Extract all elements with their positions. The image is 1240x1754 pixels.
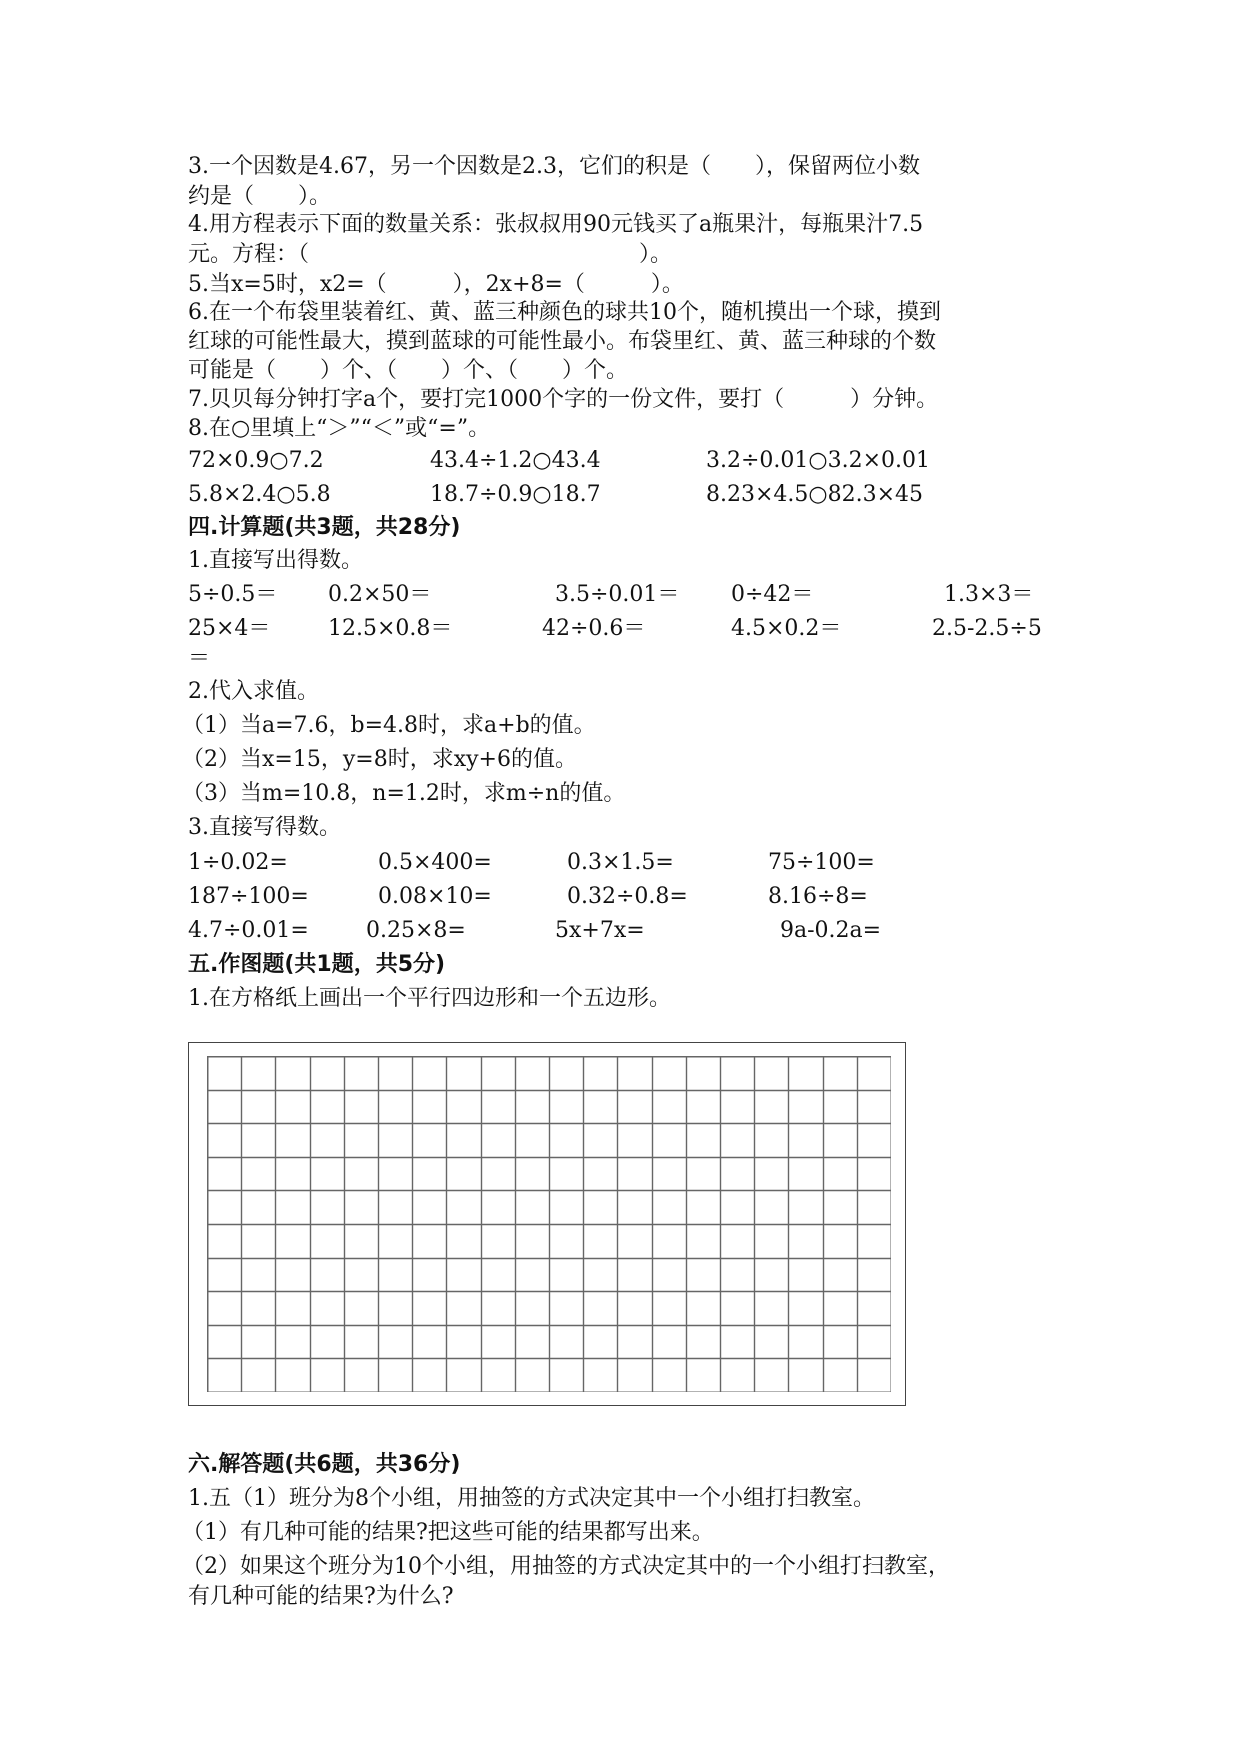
calc-item: 42÷0.6＝ (542, 616, 646, 641)
question-3-line-2: 约是（ ）。 (188, 184, 332, 209)
compare-item: 72×0.9○7.2 (188, 448, 324, 473)
calc-item-wrap: ＝ (188, 646, 211, 671)
calc-item: 4.5×0.2＝ (731, 616, 842, 641)
question-4-line-2: 元。方程：（ ）。 (188, 242, 673, 267)
calc-item: 5÷0.5＝ (188, 582, 278, 607)
question-3-line-1: 3.一个因数是4.67，另一个因数是2.3，它们的积是（ ），保留两位小数 (188, 154, 920, 179)
calc-item: 0÷42＝ (731, 582, 814, 607)
compare-item: 3.2÷0.01○3.2×0.01 (706, 448, 931, 473)
section-5-heading: 五.作图题(共1题，共5分) (188, 952, 446, 977)
calc-item: 9a-0.2a= (780, 918, 882, 943)
substitute-item: （3）当m=10.8，n=1.2时，求m÷n的值。 (182, 781, 626, 806)
calc-item: 0.32÷0.8= (567, 884, 688, 909)
question-5: 5.当x=5时，x2=（ ），2x+8=（ ）。 (188, 272, 684, 297)
graph-paper-grid[interactable] (207, 1056, 891, 1392)
calc-item: 5x+7x= (555, 918, 645, 943)
substitute-item: （2）当x=15，y=8时，求xy+6的值。 (182, 747, 577, 772)
section-6-question-1: 1.五（1）班分为8个小组，用抽签的方式决定其中一个小组打扫教室。 (188, 1486, 875, 1511)
section-4-question-2: 2.代入求值。 (188, 679, 319, 704)
question-8: 8.在○里填上“＞”“＜”或“=”。 (188, 416, 491, 441)
question-4-line-1: 4.用方程表示下面的数量关系：张叔叔用90元钱买了a瓶果汁，每瓶果汁7.5 (188, 212, 924, 237)
calc-item: 8.16÷8= (768, 884, 868, 909)
calc-item: 0.5×400= (378, 850, 492, 875)
question-6-line-2: 红球的可能性最大，摸到蓝球的可能性最小。布袋里红、黄、蓝三种球的个数 (188, 329, 937, 354)
calc-item: 0.08×10= (378, 884, 492, 909)
calc-item: 75÷100= (768, 850, 875, 875)
question-7: 7.贝贝每分钟打字a个，要打完1000个字的一份文件，要打（ ）分钟。 (188, 387, 939, 412)
calc-item: 0.2×50＝ (328, 582, 432, 607)
section-4-heading: 四.计算题(共3题，共28分) (188, 515, 461, 540)
section-4-question-3: 3.直接写得数。 (188, 815, 341, 840)
section-4-question-1: 1.直接写出得数。 (188, 548, 363, 573)
compare-item: 5.8×2.4○5.8 (188, 482, 331, 507)
section-6-heading: 六.解答题(共6题，共36分) (188, 1452, 461, 1477)
section-5-question-1: 1.在方格纸上画出一个平行四边形和一个五边形。 (188, 986, 671, 1011)
compare-item: 43.4÷1.2○43.4 (430, 448, 601, 473)
question-6-line-3: 可能是（ ）个、（ ）个、（ ）个。 (188, 358, 629, 383)
graph-paper-frame (188, 1042, 906, 1406)
calc-item: 0.25×8= (366, 918, 466, 943)
question-1-part-2-line-1: （2）如果这个班分为10个小组，用抽签的方式决定其中的一个小组打扫教室， (182, 1554, 950, 1579)
calc-item: 4.7÷0.01= (188, 918, 309, 943)
calc-item: 187÷100= (188, 884, 309, 909)
substitute-item: （1）当a=7.6，b=4.8时，求a+b的值。 (182, 713, 596, 738)
calc-item: 1÷0.02= (188, 850, 288, 875)
calc-item: 2.5-2.5÷5 (932, 616, 1042, 641)
calc-item: 1.3×3＝ (944, 582, 1034, 607)
calc-item: 25×4＝ (188, 616, 271, 641)
question-1-part-2-line-2: 有几种可能的结果?为什么? (188, 1584, 454, 1609)
calc-item: 0.3×1.5= (567, 850, 674, 875)
calc-item: 3.5÷0.01＝ (555, 582, 680, 607)
compare-item: 18.7÷0.9○18.7 (430, 482, 601, 507)
question-6-line-1: 6.在一个布袋里装着红、黄、蓝三种颜色的球共10个，随机摸出一个球，摸到 (188, 300, 941, 325)
question-1-part-1: （1）有几种可能的结果?把这些可能的结果都写出来。 (182, 1520, 714, 1545)
compare-item: 8.23×4.5○82.3×45 (706, 482, 924, 507)
calc-item: 12.5×0.8＝ (328, 616, 453, 641)
